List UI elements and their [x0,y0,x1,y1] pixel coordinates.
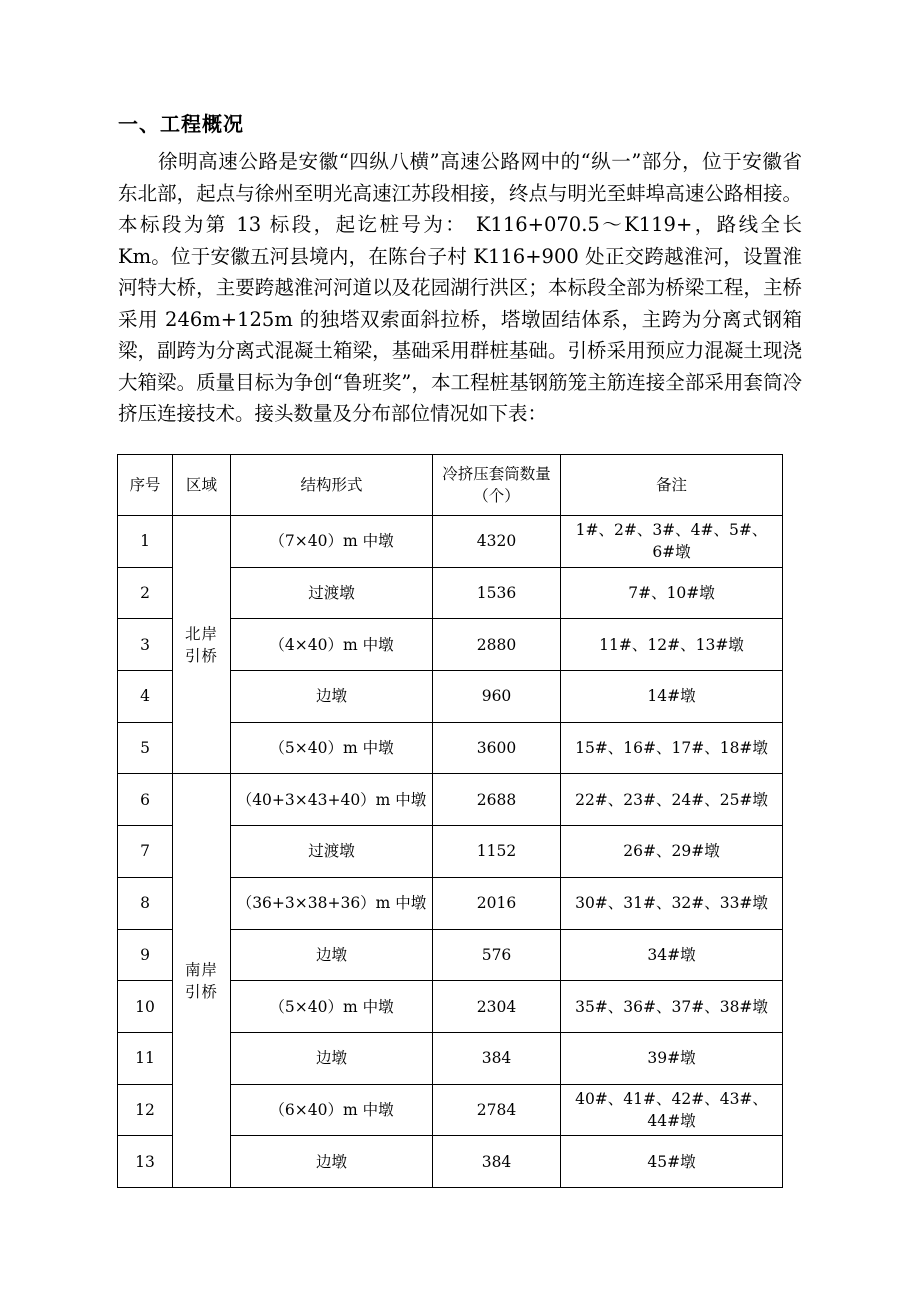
row-count: 1536 [433,567,561,619]
row-no: 5 [118,722,173,774]
table-header-row [118,455,783,516]
row-count: 1152 [433,826,561,878]
row-no: 1 [118,516,173,568]
row-remark: 30#、31#、32#、33#墩 [561,877,783,929]
row-structure: 边墩 [231,929,433,981]
row-remark: 1#、2#、3#、4#、5#、6#墩 [561,516,783,568]
header-no: 序号 [118,455,173,516]
row-remark: 11#、12#、13#墩 [561,619,783,671]
table-row [118,774,783,826]
region-south: 南岸引桥 [173,774,231,1188]
row-no: 13 [118,1136,173,1188]
row-structure: （36+3×38+36）m 中墩 [231,877,433,929]
row-count: 576 [433,929,561,981]
overview-paragraph: 徐明高速公路是安徽“四纵八横”高速公路网中的“纵一”部分，位于安徽省东北部，起点与徐州至明光高速江苏段相接，终点与明光至蚌埠高速公路相接。本标段为第 13 标段，起讫桩号为： K116+070.5～K119+，路线全长 Km。位于安徽五河县境内，在陈台子村 K116+900 处正交跨越淮河，设置淮河特大桥，主要跨越淮河河道以及花园湖行洪区；本标段全部为桥梁工程，主桥采用 246m+125m 的独塔双索面斜拉桥，塔墩固结体系，主跨为分离式钢箱梁，副跨为分离式混凝土箱梁，基础采用群桩基础。引桥采用预应力混凝土现浇大箱梁。质量目标为争创“鲁班奖”，本工程桩基钢筋笼主筋连接全部采用套筒冷挤压连接技术。接头数量及分布部位情况如下表： [118,150,802,425]
row-count: 3600 [433,722,561,774]
row-remark: 26#、29#墩 [561,826,783,878]
row-count: 2784 [433,1084,561,1136]
header-region: 区域 [173,455,231,516]
row-remark: 39#墩 [561,1032,783,1084]
row-count: 960 [433,671,561,723]
row-count: 2016 [433,877,561,929]
row-count: 384 [433,1136,561,1188]
row-no: 2 [118,567,173,619]
row-remark: 35#、36#、37#、38#墩 [561,981,783,1033]
row-structure: （40+3×43+40）m 中墩 [231,774,433,826]
row-structure: （6×40）m 中墩 [231,1084,433,1136]
row-no: 10 [118,981,173,1033]
row-remark: 7#、10#墩 [561,567,783,619]
row-remark: 40#、41#、42#、43#、44#墩 [561,1084,783,1136]
row-remark: 34#墩 [561,929,783,981]
row-count: 2688 [433,774,561,826]
row-structure: （7×40）m 中墩 [231,516,433,568]
row-no: 11 [118,1032,173,1084]
row-no: 3 [118,619,173,671]
row-no: 6 [118,774,173,826]
row-structure: 边墩 [231,1032,433,1084]
row-count: 384 [433,1032,561,1084]
row-no: 7 [118,826,173,878]
row-structure: 过渡墩 [231,567,433,619]
row-remark: 14#墩 [561,671,783,723]
header-structure: 结构形式 [231,455,433,516]
row-structure: （5×40）m 中墩 [231,722,433,774]
row-structure: （5×40）m 中墩 [231,981,433,1033]
coupler-table [117,454,783,1188]
row-count: 2304 [433,981,561,1033]
row-remark: 45#墩 [561,1136,783,1188]
section-heading: 一、工程概况 [118,112,244,136]
row-no: 9 [118,929,173,981]
row-remark: 15#、16#、17#、18#墩 [561,722,783,774]
row-structure: （4×40）m 中墩 [231,619,433,671]
row-structure: 边墩 [231,671,433,723]
row-count: 2880 [433,619,561,671]
row-no: 4 [118,671,173,723]
region-north: 北岸引桥 [173,516,231,774]
row-structure: 过渡墩 [231,826,433,878]
row-structure: 边墩 [231,1136,433,1188]
table-row [118,516,783,568]
header-remark: 备注 [561,455,783,516]
row-no: 8 [118,877,173,929]
row-remark: 22#、23#、24#、25#墩 [561,774,783,826]
row-no: 12 [118,1084,173,1136]
header-count: 冷挤压套筒数量（个） [433,455,561,516]
row-count: 4320 [433,516,561,568]
